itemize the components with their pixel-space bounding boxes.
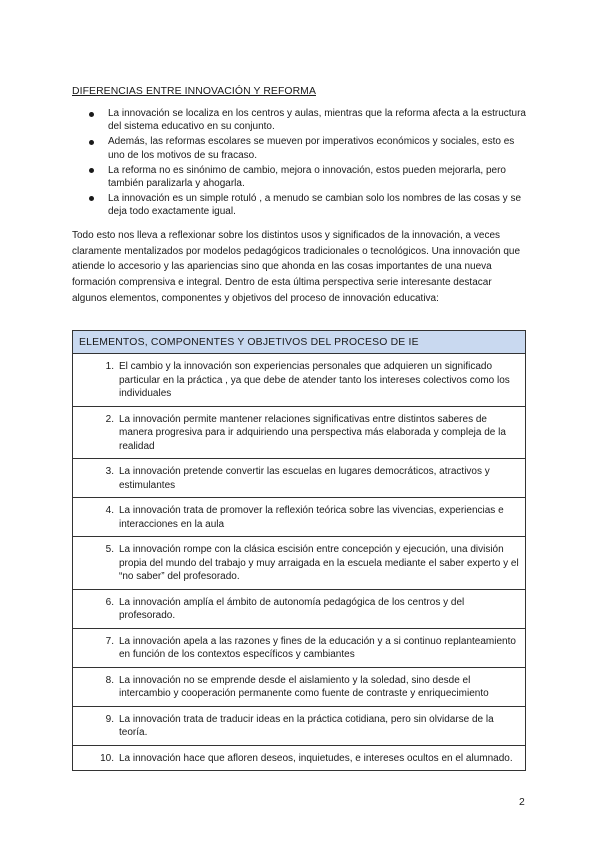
bullet-text: La reforma no es sinónimo de cambio, mejora o innovación, estos pueden mejorarla, pero también paralizarla y ahogarla.	[108, 164, 506, 190]
table-row	[73, 498, 526, 537]
row-number: 1.	[105, 361, 114, 372]
row-number: 10.	[100, 752, 114, 764]
bullet-dot-icon	[89, 168, 94, 173]
row-text: El cambio y la innovación son experiencias personales que adquieren un significado particular en la práctica , ya que debe de atender tanto los intereses colectivos como los individuales	[119, 361, 510, 399]
row-number: 4.	[105, 505, 114, 516]
table-row	[73, 706, 526, 745]
row-number: 8.	[105, 674, 114, 686]
bullet-item	[72, 107, 527, 134]
table-row	[73, 667, 526, 706]
row-text: La innovación amplía el ámbito de autonomía pedagógica de los centros y del profesorado.	[119, 596, 465, 621]
table-row	[73, 745, 526, 771]
bullet-item	[72, 164, 527, 191]
table-row	[73, 459, 526, 498]
bullet-text: Además, las reformas escolares se mueven por imperativos económicos y sociales, esto es uno de los motivos de su fracaso.	[108, 136, 515, 161]
table-header: ELEMENTOS, COMPONENTES Y OBJETIVOS DEL PROCESO DE IE	[73, 331, 526, 354]
row-text: La innovación hace que afloren deseos, inquietudes, e intereses ocultos en el alumnado.	[119, 752, 513, 764]
bullet-list	[72, 107, 527, 220]
section-heading: DIFERENCIAS ENTRE INNOVACIÓN Y REFORMA	[72, 86, 316, 97]
row-number: 5.	[105, 544, 114, 555]
row-number: 9.	[105, 713, 114, 725]
row-number: 2.	[105, 413, 114, 425]
objectives-table	[72, 330, 526, 771]
bullet-dot-icon	[89, 140, 94, 145]
bullet-dot-icon	[89, 196, 94, 201]
table-row	[73, 628, 526, 667]
table-row	[73, 406, 526, 459]
row-text: La innovación rompe con la clásica escisión entre concepción y ejecución, una división propia del mundo del trabajo y muy arraigada en la escuela mediante el saber experto y el “no saber” del profesorado.	[119, 544, 519, 582]
table-row	[73, 354, 526, 407]
bullet-text: La innovación es un simple rotuló , a menudo se cambian solo los nombres de las cosas y se deja todo exactamente igual.	[108, 192, 522, 218]
bullet-item	[72, 192, 527, 219]
row-text: La innovación no se emprende desde el aislamiento y la soledad, sino desde el intercambio y cooperación permanente como fuente de contraste y enriquecimiento	[119, 674, 489, 699]
row-text: La innovación trata de traducir ideas en la práctica cotidiana, pero sin olvidarse de la teoría.	[119, 713, 494, 738]
bullet-dot-icon	[89, 112, 94, 117]
row-text: La innovación trata de promover la reflexión teórica sobre las vivencias, experiencias e interacciones en la aula	[119, 505, 504, 530]
page-number: 2	[519, 797, 525, 808]
row-number: 7.	[105, 635, 114, 647]
row-text: La innovación permite mantener relaciones significativas entre distintos saberes de manera progresiva para ir adquiriendo una perspectiva más elaborada y compleja de la realidad	[119, 413, 506, 452]
bullet-item	[72, 135, 527, 162]
row-text: La innovación apela a las razones y fines de la educación y a si continuo replanteamiento en función de los contextos específicos y cambiantes	[119, 635, 516, 660]
body-paragraph: Todo esto nos lleva a reflexionar sobre los distintos usos y significados de la innovación, a veces claramente mentalizados por modelos pedagógicos tradicionales o tecnológicos. Una innovación que atiende lo accesorio y las apariencias sino que ahonda en las cosas importantes de una nueva formación comprensiva e integral. Dentro de esta última perspectiva serie interesante destacar algunos elementos, componentes y objetivos del proceso de innovación educativa:	[72, 230, 521, 304]
table-row	[73, 537, 526, 590]
bullet-text: La innovación se localiza en los centros y aulas, mientras que la reforma afecta a la estructura del sistema educativo en su conjunto.	[108, 108, 526, 133]
row-number: 3.	[105, 466, 114, 477]
table-row	[73, 589, 526, 628]
row-text: La innovación pretende convertir las escuelas en lugares democráticos, atractivos y estimulantes	[119, 466, 490, 491]
row-number: 6.	[105, 596, 114, 608]
